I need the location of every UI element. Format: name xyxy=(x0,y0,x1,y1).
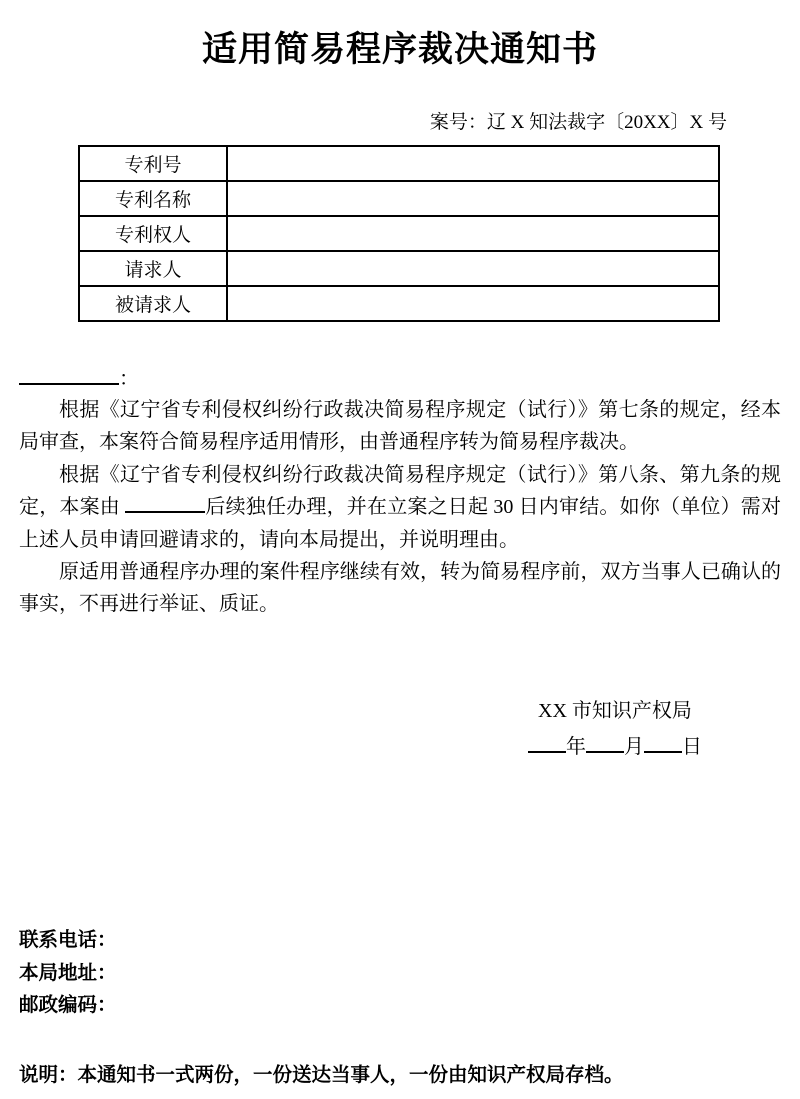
contact-address-label: 本局地址： xyxy=(19,962,117,984)
case-number: 案号：辽 X 知法裁字〔20XX〕X 号 xyxy=(429,112,727,133)
footer-note: 说明：本通知书一式两份，一份送达当事人，一份由知识产权局存档。 xyxy=(19,1065,624,1086)
paragraph-2-text-after: 后续独任办理，并在立案之日起 30 日内审结。如你（单位）需对上述人员申请回避请求的，请向本局提出，并说明理由。 xyxy=(19,496,782,551)
field-label-patent-number: 专利号 xyxy=(79,146,227,181)
paragraph-2-text-before: 根据《辽宁省专利侵权纠纷行政裁决简易程序规定（试行）》第八条、第九条的规定，本案由 xyxy=(19,463,781,519)
addressee-colon: ： xyxy=(119,368,139,390)
year-label: 年 xyxy=(566,736,586,758)
paragraph-simplified-procedure xyxy=(19,394,781,459)
year-blank-field xyxy=(528,731,566,753)
table-row-patent-name xyxy=(79,181,719,216)
month-label: 月 xyxy=(624,736,644,758)
handler-name-blank-field xyxy=(125,491,205,513)
field-label-requester: 请求人 xyxy=(79,251,227,286)
contact-postal-label: 邮政编码： xyxy=(19,995,117,1017)
field-value-patent-number xyxy=(227,146,719,181)
paragraph-3-text: 原适用普通程序办理的案件程序继续有效，转为简易程序前，双方当事人已确认的事实，不再进行举证、质证。 xyxy=(19,561,781,616)
table-row-patent-number xyxy=(79,146,719,181)
document-title: 适用简易程序裁决通知书 xyxy=(201,30,598,69)
field-value-patentee xyxy=(227,216,719,251)
field-label-patentee: 专利权人 xyxy=(79,216,227,251)
month-blank-field xyxy=(586,731,624,753)
table-row-requester xyxy=(79,251,719,286)
signature-date-line xyxy=(455,731,775,761)
signature-organization: XX 市知识产权局 xyxy=(538,700,692,722)
contact-phone-label: 联系电话： xyxy=(19,930,117,951)
field-value-patent-name xyxy=(227,181,719,216)
body-paragraphs xyxy=(19,394,781,621)
table-row-respondent xyxy=(79,286,719,321)
footer-contact-block xyxy=(19,925,117,1023)
addressee-line xyxy=(19,362,139,394)
paragraph-1-text: 根据《辽宁省专利侵权纠纷行政裁决简易程序规定（试行）》第七条的规定，经本局审查，本案符合简易程序适用情形，由普通程序转为简易程序裁决。 xyxy=(19,399,781,454)
addressee-blank-field xyxy=(19,362,119,385)
paragraph-evidence-validity xyxy=(19,556,781,621)
field-label-patent-name: 专利名称 xyxy=(79,181,227,216)
day-blank-field xyxy=(644,731,682,753)
field-value-respondent xyxy=(227,286,719,321)
paragraph-handler-assignment xyxy=(19,459,781,556)
field-value-requester xyxy=(227,251,719,286)
patent-info-table xyxy=(78,145,720,322)
day-label: 日 xyxy=(682,736,702,758)
table-row-patentee xyxy=(79,216,719,251)
field-label-respondent: 被请求人 xyxy=(79,286,227,321)
